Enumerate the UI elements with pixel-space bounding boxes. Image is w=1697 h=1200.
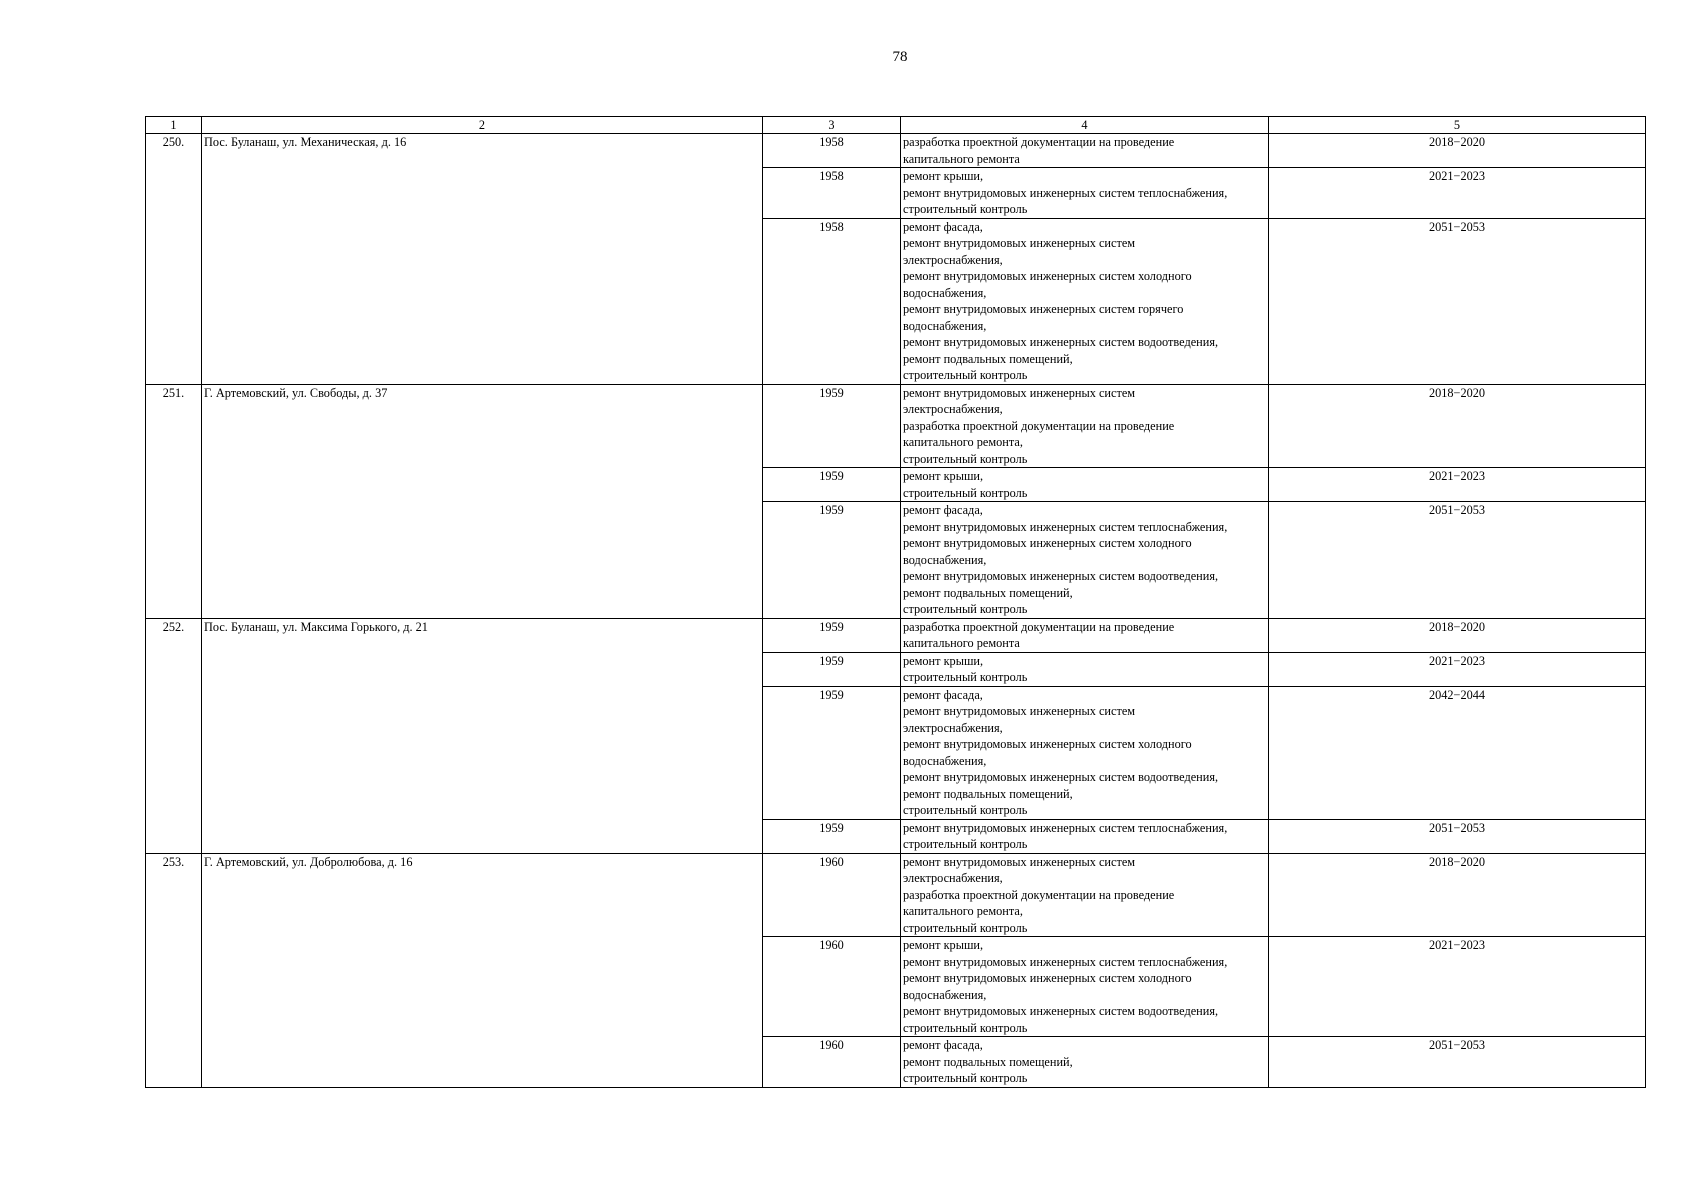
entry-number: 251. — [146, 384, 202, 618]
repair-period: 2051−2053 — [1269, 502, 1646, 619]
repair-works — [901, 1037, 1269, 1088]
repair-work-line: ремонт крыши, — [903, 653, 984, 668]
header-col-1: 1 — [146, 117, 202, 134]
repair-work-line: водоснабжения, — [903, 552, 987, 567]
construction-year: 1959 — [763, 652, 901, 686]
repair-work-line: ремонт внутридомовых инженерных систем — [903, 854, 1136, 869]
repair-period: 2051−2053 — [1269, 1037, 1646, 1088]
repair-work-line: строительный контроль — [903, 670, 1028, 684]
repair-work-line: ремонт крыши, — [903, 469, 984, 483]
page-number: 78 — [892, 49, 908, 65]
repair-work-line: ремонт фасада, — [903, 503, 983, 517]
repair-work-line: ремонт внутридомовых инженерных систем холодного — [903, 536, 1192, 550]
building-address: Пос. Буланаш, ул. Механическая, д. 16 — [202, 134, 763, 385]
repair-works — [901, 937, 1269, 1037]
repair-work-line: капитального ремонта, — [903, 904, 1023, 918]
construction-year: 1959 — [763, 686, 901, 819]
construction-year: 1959 — [763, 819, 901, 853]
repair-period: 2018−2020 — [1269, 618, 1646, 652]
repair-works — [901, 168, 1269, 219]
repair-work-line: ремонт крыши, — [903, 938, 984, 952]
header-col-5: 5 — [1269, 117, 1646, 134]
repair-works — [901, 468, 1269, 502]
repair-works — [901, 134, 1269, 168]
repair-work-line: строительный контроль — [903, 368, 1028, 382]
repair-work-line: ремонт внутридомовых инженерных систем горячего — [903, 302, 1184, 316]
repair-work-line: ремонт внутридомовых инженерных систем холодного — [903, 737, 1192, 751]
header-col-4: 4 — [901, 117, 1269, 134]
header-row — [146, 117, 1646, 134]
repair-period: 2042−2044 — [1269, 686, 1646, 819]
repair-work-line: строительный контроль — [903, 803, 1028, 817]
repair-period: 2021−2023 — [1269, 168, 1646, 219]
header-col-2: 2 — [202, 117, 763, 134]
repair-work-line: строительный контроль — [903, 837, 1028, 851]
repair-work-line: ремонт фасада, — [903, 687, 983, 702]
repair-work-line: ремонт внутридомовых инженерных систем теплоснабжения, — [903, 954, 1228, 969]
table-row — [146, 134, 1646, 168]
repair-work-line: строительный контроль — [903, 485, 1028, 500]
repair-work-line: строительный контроль — [903, 202, 1028, 216]
repair-work-line: строительный контроль — [903, 451, 1028, 466]
repair-period: 2051−2053 — [1269, 218, 1646, 384]
entry-number: 252. — [146, 618, 202, 853]
table-row — [146, 853, 1646, 937]
repair-work-line: разработка проектной документации на проведение — [903, 619, 1175, 634]
repair-work-line: ремонт подвальных помещений, — [903, 351, 1073, 366]
repair-work-line: ремонт внутридомовых инженерных систем холодного — [903, 269, 1192, 283]
construction-year: 1959 — [763, 468, 901, 502]
repair-work-line: строительный контроль — [903, 1020, 1028, 1035]
repair-work-line: ремонт подвальных помещений, — [903, 585, 1073, 600]
capital-repair-table — [145, 116, 1646, 1088]
repair-work-line: капитального ремонта — [903, 636, 1020, 650]
building-address: Г. Артемовский, ул. Свободы, д. 37 — [202, 384, 763, 618]
repair-period: 2021−2023 — [1269, 468, 1646, 502]
repair-period: 2018−2020 — [1269, 134, 1646, 168]
repair-work-line: капитального ремонта — [903, 151, 1020, 166]
entry-number: 253. — [146, 853, 202, 1087]
table-row — [146, 384, 1646, 468]
construction-year: 1958 — [763, 134, 901, 168]
repair-period: 2018−2020 — [1269, 384, 1646, 468]
repair-works — [901, 384, 1269, 468]
repair-work-line: ремонт фасада, — [903, 219, 983, 234]
construction-year: 1960 — [763, 1037, 901, 1088]
repair-work-line: ремонт внутридомовых инженерных систем теплоснабжения, — [903, 185, 1228, 200]
repair-work-line: строительный контроль — [903, 1071, 1028, 1085]
repair-work-line: разработка проектной документации на проведение — [903, 887, 1175, 902]
table-body — [146, 134, 1646, 1088]
repair-works — [901, 686, 1269, 819]
construction-year: 1959 — [763, 502, 901, 619]
repair-works — [901, 218, 1269, 384]
repair-work-line: водоснабжения, — [903, 753, 987, 768]
construction-year: 1958 — [763, 168, 901, 219]
construction-year: 1960 — [763, 937, 901, 1037]
repair-work-line: электроснабжения, — [903, 871, 1003, 885]
repair-work-line: ремонт подвальных помещений, — [903, 1054, 1073, 1069]
repair-work-line: разработка проектной документации на проведение — [903, 418, 1175, 433]
repair-work-line: строительный контроль — [903, 920, 1028, 935]
repair-work-line: ремонт внутридомовых инженерных систем теплоснабжения, — [903, 519, 1228, 534]
construction-year: 1960 — [763, 853, 901, 937]
repair-period: 2051−2053 — [1269, 819, 1646, 853]
repair-work-line: ремонт внутридомовых инженерных систем — [903, 385, 1136, 400]
repair-works — [901, 819, 1269, 853]
repair-work-line: ремонт крыши, — [903, 169, 984, 183]
table-row — [146, 618, 1646, 652]
repair-work-line: ремонт внутридомовых инженерных систем водоотведения, — [903, 569, 1219, 583]
repair-work-line: разработка проектной документации на проведение — [903, 135, 1175, 149]
repair-work-line: электроснабжения, — [903, 402, 1003, 416]
repair-work-line: ремонт внутридомовых инженерных систем — [903, 236, 1136, 250]
repair-work-line: ремонт внутридомовых инженерных систем водоотведения, — [903, 1004, 1219, 1018]
repair-works — [901, 853, 1269, 937]
repair-works — [901, 652, 1269, 686]
repair-work-line: водоснабжения, — [903, 285, 987, 300]
construction-year: 1958 — [763, 218, 901, 384]
repair-work-line: ремонт внутридомовых инженерных систем водоотведения, — [903, 335, 1219, 349]
repair-work-line: ремонт внутридомовых инженерных систем — [903, 704, 1136, 718]
building-address: Пос. Буланаш, ул. Максима Горького, д. 21 — [202, 618, 763, 853]
repair-period: 2021−2023 — [1269, 937, 1646, 1037]
repair-work-line: ремонт внутридомовых инженерных систем теплоснабжения, — [903, 820, 1228, 835]
repair-work-line: капитального ремонта, — [903, 435, 1023, 449]
repair-work-line: ремонт подвальных помещений, — [903, 786, 1073, 801]
repair-work-line: ремонт фасада, — [903, 1038, 983, 1052]
construction-year: 1959 — [763, 384, 901, 468]
building-address: Г. Артемовский, ул. Добролюбова, д. 16 — [202, 853, 763, 1087]
repair-work-line: водоснабжения, — [903, 987, 987, 1002]
header-col-3: 3 — [763, 117, 901, 134]
entry-number: 250. — [146, 134, 202, 385]
repair-works — [901, 618, 1269, 652]
repair-work-line: ремонт внутридомовых инженерных систем водоотведения, — [903, 770, 1219, 784]
repair-work-line: строительный контроль — [903, 602, 1028, 616]
repair-work-line: ремонт внутридомовых инженерных систем холодного — [903, 971, 1192, 985]
repair-work-line: водоснабжения, — [903, 318, 987, 333]
construction-year: 1959 — [763, 618, 901, 652]
repair-period: 2018−2020 — [1269, 853, 1646, 937]
table-header — [146, 117, 1646, 134]
repair-work-line: электроснабжения, — [903, 252, 1003, 267]
repair-work-line: электроснабжения, — [903, 720, 1003, 735]
repair-period: 2021−2023 — [1269, 652, 1646, 686]
repair-works — [901, 502, 1269, 619]
